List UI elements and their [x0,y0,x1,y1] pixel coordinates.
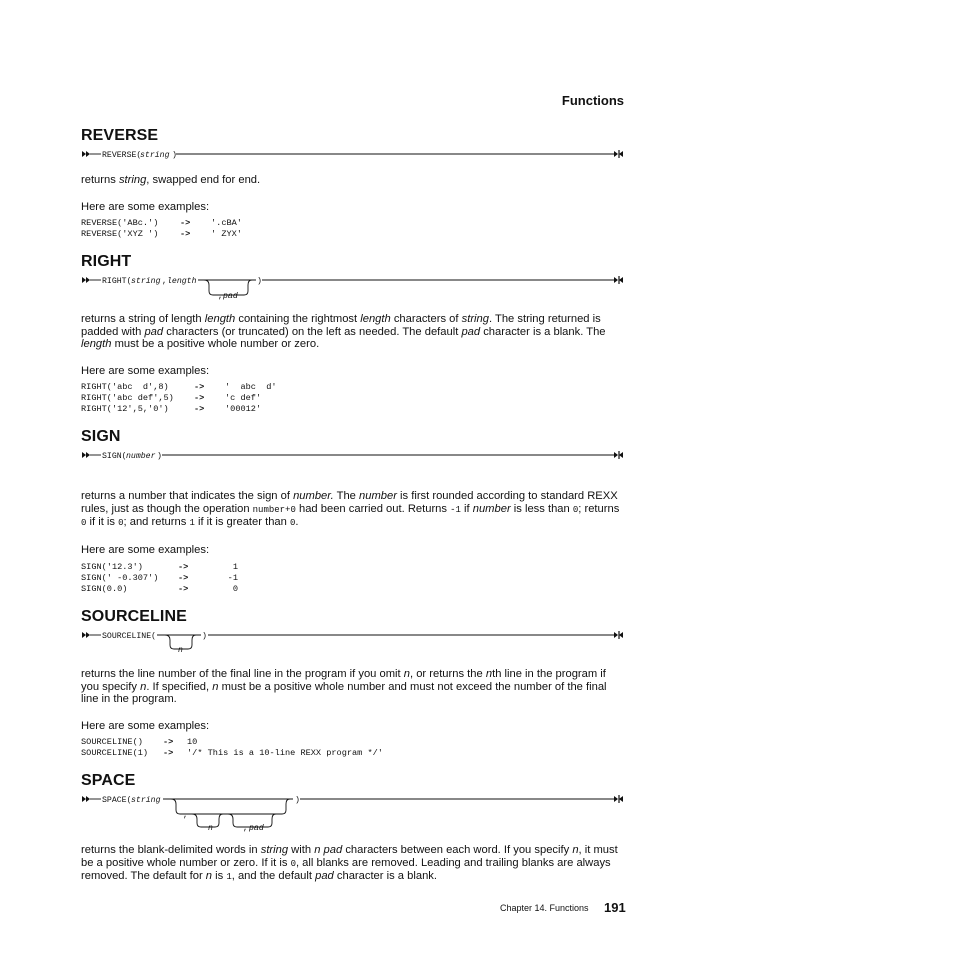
text-run: characters (or truncated) on the left as needed. The default [163,325,462,338]
example-result: 'c def' [225,393,262,403]
text-run: , all blanks are removed. Leading and trailing blanks are always removed. The default for [81,856,611,883]
text-run: n [403,668,410,680]
text-run: pad [315,870,334,883]
text-run: number [472,502,511,515]
text-run: is [212,870,227,883]
sourceline-examples-intro: Here are some examples: [81,720,210,732]
text-run: th line in the program if you specify [81,668,606,693]
sourceline-diagram-opt-arg: n [178,646,183,655]
right-diagram-fn: RIGHT( [102,277,132,286]
right-diagram-close: ) [257,277,262,286]
example-row [81,584,238,595]
example-result: 0 [232,584,238,594]
text-run: n [314,844,321,856]
right-examples [81,382,277,415]
section-title-sign: SIGN [81,428,121,445]
sourceline-examples [81,737,383,759]
text-run: ; and returns [123,516,190,529]
sign-diagram-fn: SIGN( [102,452,127,461]
example-arrow: -> [163,748,174,758]
page-number: 191 [604,900,626,915]
example-arrow: -> [194,393,205,403]
right-diagram-arg1: string [131,277,161,286]
text-run: returns the line number of the final line in the program if you omit [81,668,404,680]
text-run: must be a positive whole number and must not exceed the number of the final line in the program. [81,680,607,706]
reverse-examples-intro: Here are some examples: [81,201,210,213]
example-call: SIGN(' -0.307') [81,573,159,583]
example-arrow: -> [180,218,191,228]
section-title-reverse: REVERSE [81,127,159,144]
right-description [81,313,626,351]
text-run: n [485,668,493,680]
example-result: '00012' [225,404,262,414]
example-row [81,737,383,748]
text-run: , it must be a positive whole number or zero. If it is [81,844,618,869]
text-run: pad [323,844,343,856]
example-result: ' ZYX' [211,229,242,239]
example-arrow: -> [163,737,174,747]
text-run: string [118,174,147,186]
example-call: RIGHT('abc def',5) [81,393,174,403]
text-run: if it is greater than [194,516,290,529]
text-run: n [140,680,147,693]
text-run: , and the default [231,870,316,883]
example-arrow: -> [178,584,189,594]
example-row [81,382,277,393]
text-run: had been carried out. Returns [295,502,451,515]
example-result: '.cBA' [211,218,242,228]
space-diagram-opt-n: n [208,824,213,833]
example-arrow: -> [194,382,205,392]
example-result: ' abc d' [225,382,277,392]
text-run: characters between each word. If you specify [342,844,573,856]
running-head: Functions [561,93,624,108]
text-run: length [81,338,112,351]
example-call: SOURCELINE(1) [81,748,149,758]
text-run: 1 [189,518,195,529]
example-call: SIGN(0.0) [81,584,128,594]
text-run: 0 [289,518,296,529]
text-run: number+0 [252,504,296,515]
example-call: SIGN('12.3') [81,562,143,572]
text-run: The [333,490,359,502]
example-arrow: -> [178,562,189,572]
reverse-examples [81,218,242,240]
footer-chapter: Chapter 14. Functions [500,903,589,913]
section-title-right: RIGHT [81,253,132,270]
text-run: . If specified, [146,680,213,693]
example-result: -1 [227,573,238,583]
sourceline-diagram-close: ) [202,632,207,641]
text-run: returns [81,174,119,186]
space-diagram-close: ) [295,796,300,805]
example-arrow: -> [178,573,189,583]
text-run: 0 [572,504,579,515]
text-run: 0 [81,518,87,529]
text-run: pad [144,325,164,338]
example-arrow: -> [180,229,191,239]
space-diagram-arg: string [131,796,161,805]
space-diagram-fn: SPACE( [102,796,132,805]
text-run: is first rounded according to standard REXX rules, just as though the operation [81,490,618,515]
text-run: returns a number that indicates the sign of [81,490,294,502]
example-arrow: -> [194,404,205,414]
text-run: with [288,844,315,856]
right-examples-intro: Here are some examples: [81,365,210,377]
example-result: 10 [187,737,198,747]
reverse-description [81,174,626,187]
right-diagram-opt-comma: , [218,292,223,301]
example-row [81,229,242,240]
right-diagram-opt-arg: pad [223,292,238,301]
section-title-space: SPACE [81,772,136,789]
sourceline-description [81,668,626,706]
reverse-diagram-close: ) [172,151,177,160]
example-call: RIGHT('12',5,'0') [81,404,169,414]
example-call: REVERSE('XYZ ') [81,229,159,239]
text-run: returns the blank-delimited words in [81,844,261,856]
text-run: if [460,502,473,515]
example-row [81,218,242,229]
sign-examples [81,562,238,595]
text-run: returns a string of length [81,313,205,325]
example-result: 1 [232,562,238,572]
right-diagram-arg2: length [167,277,197,286]
sign-diagram-arg: number [126,452,156,461]
text-run: length [360,313,391,325]
section-title-sourceline: SOURCELINE [81,608,187,625]
text-run: character is a blank. The [480,325,606,338]
reverse-diagram-fn: REVERSE( [102,151,142,160]
text-run: -1 [450,504,461,515]
text-run: length [204,313,236,325]
text-run: number. [293,490,334,502]
example-call: SOURCELINE() [81,737,143,747]
space-diagram-pad-comma: , [243,824,248,833]
text-run: . The string returned is padded with [81,313,601,338]
text-run: character is a blank. [333,870,437,883]
example-row [81,573,238,584]
example-result: '/* This is a 10-line REXX program */' [187,748,383,758]
text-run: if it is [86,516,119,529]
example-row [81,404,277,415]
text-run: n [572,844,579,856]
example-call: REVERSE('ABc.') [81,218,159,228]
text-run: ; returns [578,502,620,515]
sourceline-diagram-fn: SOURCELINE( [102,632,157,641]
text-run: . [295,516,299,529]
example-row [81,393,277,404]
sign-description [81,490,626,530]
example-row [81,748,383,759]
text-run: pad [461,325,481,338]
text-run: 1 [226,872,232,883]
text-run: string [260,844,289,856]
example-row [81,562,238,573]
space-diagram-comma: , [183,811,188,820]
text-run: must be a positive whole number or zero. [111,338,320,351]
text-run: , swapped end for end. [146,174,261,186]
space-description [81,844,626,884]
right-diagram-comma: , [162,277,167,286]
sign-examples-intro: Here are some examples: [81,544,210,556]
text-run: string [461,313,489,325]
text-run: 0 [290,858,296,869]
text-run: is less than [510,502,573,515]
example-call: RIGHT('abc d',8) [81,382,169,392]
text-run: 0 [118,518,124,529]
space-diagram-opt-pad: pad [249,824,264,833]
text-run: containing the rightmost [235,313,361,325]
text-run: n [205,870,213,883]
text-run: number [359,490,397,502]
sign-diagram-close: ) [157,452,162,461]
text-run: n [212,680,219,693]
text-run: characters of [390,313,462,325]
text-run: , or returns the [409,668,486,680]
reverse-diagram-arg: string [140,151,170,160]
